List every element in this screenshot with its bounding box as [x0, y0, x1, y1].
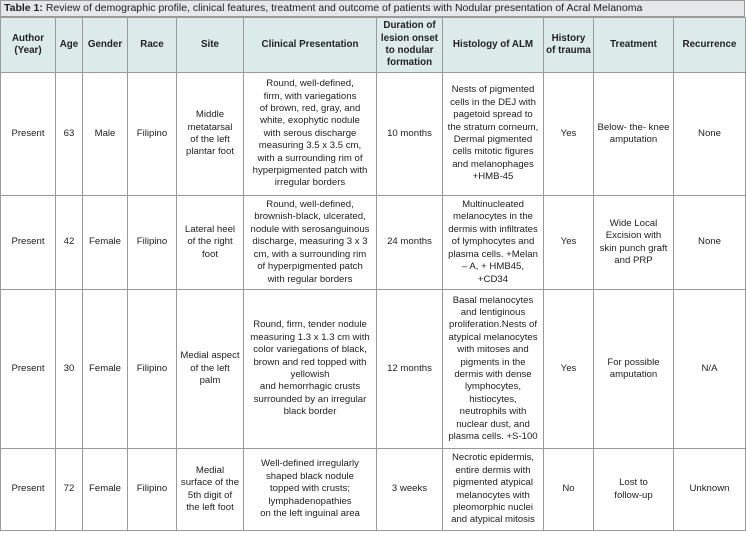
cell-clinical: Round, well-defined, firm, with variegations of brown, red, gray, and white, exophytic nodule with serous discharge measuring 3.5 x 3.5 cm, with a surrounding rim of hyperpigmented patch with irregular borders	[244, 73, 377, 196]
table-row	[1, 73, 746, 196]
cell-histology: Multinucleated melanocytes in the dermis with infiltrates of lymphocytes and plasma cells. +Melan – A, + HMB45, +CD34	[443, 196, 544, 290]
table-caption	[0, 0, 745, 17]
cell-treatment: Below- the- knee amputation	[594, 73, 674, 196]
cell-recurrence: N/A	[674, 290, 746, 449]
cell-recurrence: None	[674, 73, 746, 196]
cell-histology: Basal melanocytes and lentiginous proliferation.Nests of atypical melanocytes with mitoses and pigments in the dermis with dense lymphocytes, histiocytes, neutrophils with nuclear dust, and plasma cells. +S-100	[443, 290, 544, 449]
cell-trauma: Yes	[544, 73, 594, 196]
cell-gender: Female	[83, 196, 128, 290]
header-duration: Duration of lesion onset to nodular formation	[377, 18, 443, 73]
cell-site: Middle metatarsal of the left plantar foot	[177, 73, 244, 196]
table-row	[1, 449, 746, 531]
cell-age: 63	[56, 73, 83, 196]
cell-duration: 3 weeks	[377, 449, 443, 531]
header-race: Race	[128, 18, 177, 73]
cell-clinical: Round, well-defined, brownish-black, ulcerated, nodule with serosanguinous discharge, measuring 3 x 3 cm, with a surrounding rim of hyperpigmented patch with regular borders	[244, 196, 377, 290]
header-gender: Gender	[83, 18, 128, 73]
cell-duration: 10 months	[377, 73, 443, 196]
cell-author: Present	[1, 290, 56, 449]
cell-race: Filipino	[128, 290, 177, 449]
cell-author: Present	[1, 196, 56, 290]
header-clinical: Clinical Presentation	[244, 18, 377, 73]
data-table	[0, 17, 746, 531]
header-age: Age	[56, 18, 83, 73]
cell-duration: 24 months	[377, 196, 443, 290]
header-treatment: Treatment	[594, 18, 674, 73]
cell-histology: Necrotic epidermis, entire dermis with pigmented atypical melanocytes with pleomorphic nuclei and atypical mitosis	[443, 449, 544, 531]
header-trauma: History of trauma	[544, 18, 594, 73]
cell-duration: 12 months	[377, 290, 443, 449]
caption-label: Table 1:	[4, 2, 43, 14]
header-author: Author (Year)	[1, 18, 56, 73]
cell-treatment: For possible amputation	[594, 290, 674, 449]
cell-age: 72	[56, 449, 83, 531]
header-recurrence: Recurrence	[674, 18, 746, 73]
cell-author: Present	[1, 73, 56, 196]
cell-site: Lateral heel of the right foot	[177, 196, 244, 290]
cell-recurrence: None	[674, 196, 746, 290]
cell-site: Medial surface of the 5th digit of the left foot	[177, 449, 244, 531]
cell-author: Present	[1, 449, 56, 531]
header-histology: Histology of ALM	[443, 18, 544, 73]
cell-trauma: No	[544, 449, 594, 531]
cell-treatment: Lost to follow-up	[594, 449, 674, 531]
header-site: Site	[177, 18, 244, 73]
cell-clinical: Well-defined irregularly shaped black nodule topped with crusts; lymphadenopathies on the left inguinal area	[244, 449, 377, 531]
cell-race: Filipino	[128, 449, 177, 531]
cell-race: Filipino	[128, 73, 177, 196]
cell-age: 30	[56, 290, 83, 449]
cell-trauma: Yes	[544, 290, 594, 449]
table-row	[1, 196, 746, 290]
cell-histology: Nests of pigmented cells in the DEJ with pagetoid spread to the stratum corneum, Dermal pigmented cells mitotic figures and melanophages +HMB-45	[443, 73, 544, 196]
cell-clinical: Round, firm, tender nodule measuring 1.3 x 1.3 cm with color variegations of black, brown and red topped with yellowish and hemorrhagic crusts surrounded by an irregular black border	[244, 290, 377, 449]
header-row	[1, 18, 746, 73]
cell-race: Filipino	[128, 196, 177, 290]
cell-age: 42	[56, 196, 83, 290]
cell-recurrence: Unknown	[674, 449, 746, 531]
cell-gender: Female	[83, 290, 128, 449]
cell-gender: Male	[83, 73, 128, 196]
caption-text: Review of demographic profile, clinical features, treatment and outcome of patients with Nodular presentation of Acral Melanoma	[42, 2, 643, 14]
table-row	[1, 290, 746, 449]
cell-trauma: Yes	[544, 196, 594, 290]
cell-gender: Female	[83, 449, 128, 531]
cell-treatment: Wide Local Excision with skin punch graft and PRP	[594, 196, 674, 290]
cell-site: Medial aspect of the left palm	[177, 290, 244, 449]
